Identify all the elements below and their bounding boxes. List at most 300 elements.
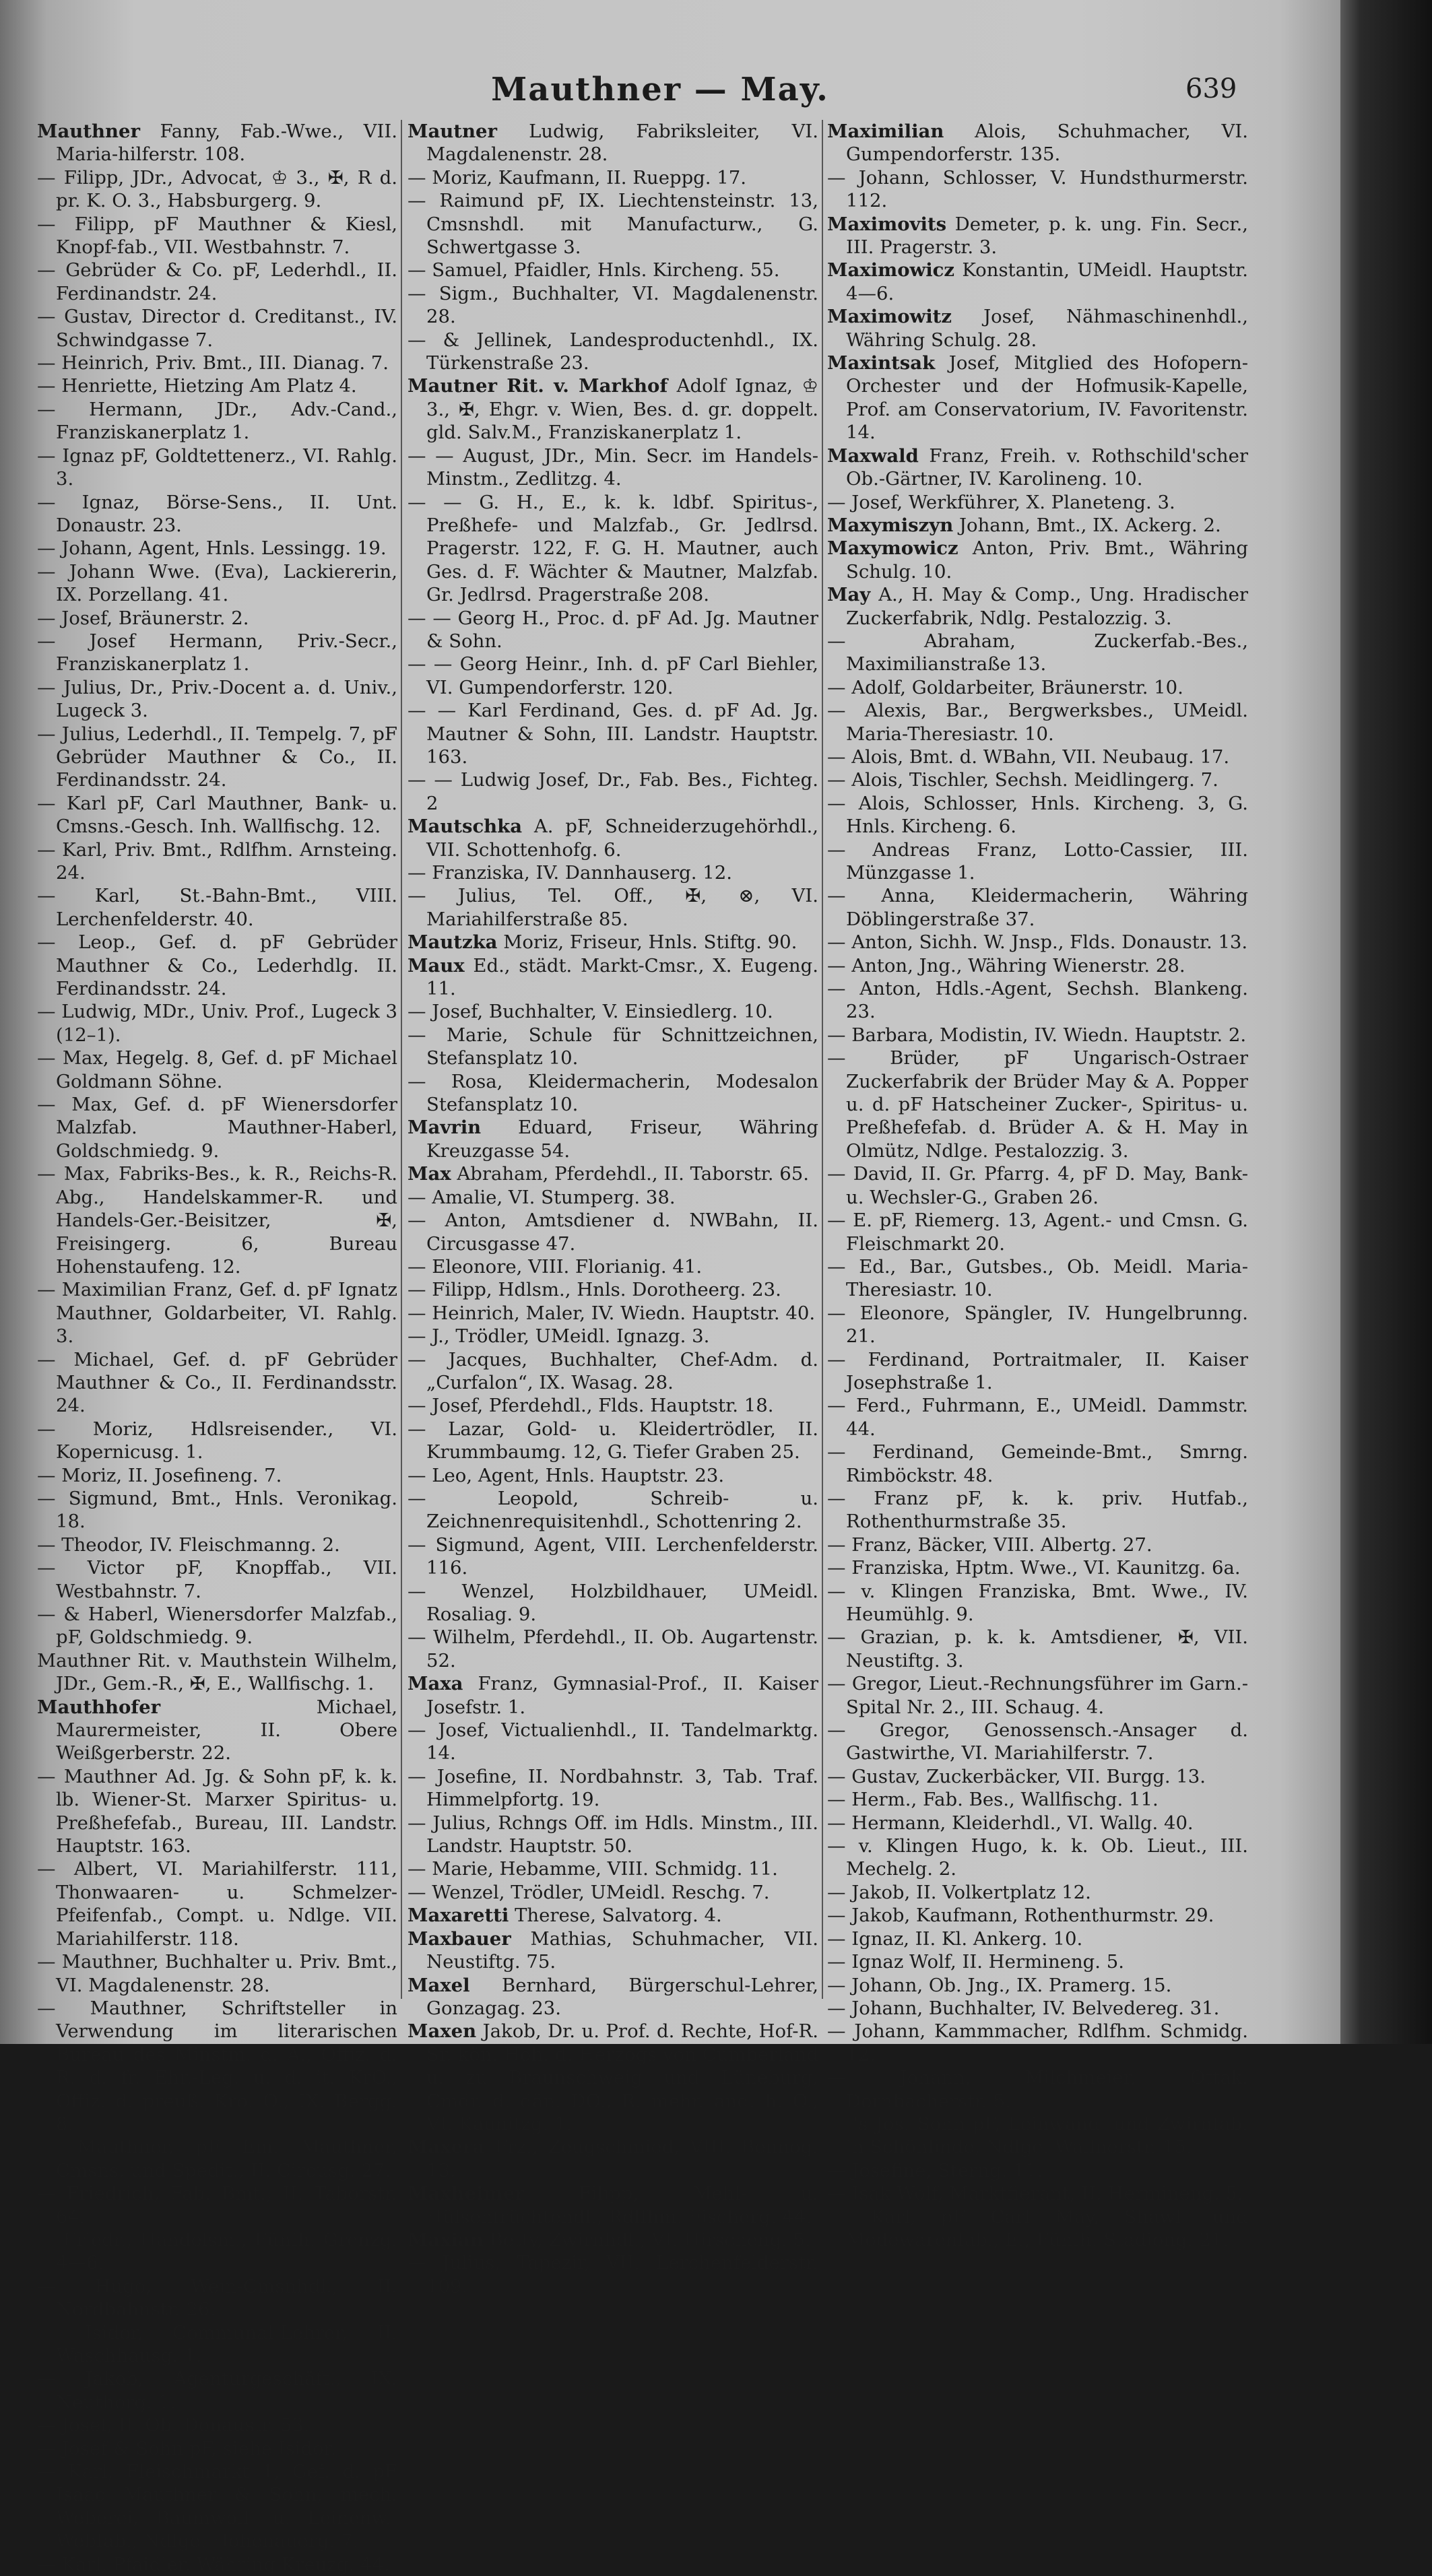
entry-text: Josef, Nähmaschinenhdl., Währing Schulg. 28. [846,306,1248,351]
entry-text: — Josef, Pferdehdl., Flds. Hauptstr. 18. [408,1395,774,1417]
directory-entry [827,259,1248,305]
directory-entry [408,120,818,166]
directory-entry [408,2182,818,2228]
entry-text: Therese, Salvatorg. 4. [515,1905,722,1927]
directory-entry [37,1418,397,1464]
directory-entry [37,305,397,352]
entry-text: — Heinrich, Priv. Bmt., III. Dianag. 7. [37,352,389,374]
entry-text: — Isak Wolf, Marktfierant, II. Hermineng. 5. [827,2183,1243,2205]
directory-entry [37,374,397,397]
entry-surname: Maxel [408,1974,470,1996]
directory-entry [408,1927,818,1974]
entry-text: — Johann, Buchhalter, IV. Belvedereg. 31. [827,1997,1220,2019]
entry-surname: Maxbauer [408,1927,511,1950]
entry-text: Abraham, Pferdehdl., II. Taborstr. 65. [457,1163,810,1185]
directory-entry [827,676,1248,699]
entry-text: Josef, Mitglied des Hofopern-Orchester und der Hofmusik-Kapelle, Prof. am Conservatorium, IV. Favoritenstr. 14. [846,352,1248,444]
entry-surname: Mavrin [408,1117,482,1139]
directory-entry [408,1904,818,1927]
directory-entry [37,352,397,374]
directory-entry [827,1927,1248,1950]
directory-entry [827,213,1248,259]
entry-text: — Lazar, Gold- u. Kleidertrödler, II. Krummbaumg. 12, G. Tiefer Graben 25. [408,1418,818,1463]
entry-text: — Anton, Jng., Währing Wienerstr. 28. [827,954,1185,977]
directory-entry [37,723,397,792]
directory-entry [827,884,1248,931]
entry-surname: Maxa [408,1673,463,1695]
directory-entry [827,166,1248,213]
entry-text: — Julius, Rchngs Off. im Hdls. Minstm., III. Landstr. Hauptstr. 50. [408,1812,818,1857]
entry-text: — Rosa, Kleidermacherin, Modesalon Stefansplatz 10. [408,1070,818,1116]
entry-text: — Filipp, Hdlsm., Hnls. Dorotheerg. 23. [408,1279,781,1301]
directory-entry [827,1162,1248,1209]
entry-text: A., H. May & Comp., Ung. Hradischer Zuckerfabrik, Ndlg. Pestalozzig. 3. [846,584,1248,629]
entry-text: — Josefine, Sterng. 11. [827,2159,1043,2181]
entry-text: — Johann Wwe. (Eva), Lackiererin, IX. Porzellang. 41. [37,560,397,606]
directory-entry [37,1950,397,1997]
entry-text: — Raimund pF, IX. Liechtensteinstr. 13, Cmsnshdl. mit Manufacturw., G. Schwertgasse 3. [408,190,818,259]
entry-text: Betty, Zwirnhdl., VI. Hirscheng. 5. [489,2228,811,2251]
entry-text: — Hugo, Wein-Cmsnhdl., II. Nordbahnstr. 26. [37,2275,397,2321]
entry-text: — Julius, Lederhdl., II. Tempelg. 7, pF Gebrüder Mauthner & Co., II. Ferdinandsstr. 24. [37,723,397,791]
entry-text: — Leopold, Schreib- u. Zeichnenrequisitenhdl., Schottenring 2. [408,1487,818,1533]
entry-text: — Julius, Tapezir, VII. Lerchenfelderstr. 109. [408,2252,818,2297]
entry-text: — Anton, Hdls.-Agent, Sechsh. Blankeng. 23. [827,978,1248,1023]
directory-entry [827,1974,1248,1997]
directory-entry [37,1696,397,1765]
entry-text: — Josef, II. Ob. Donaustr. 53. [37,2414,310,2437]
directory-entry [408,444,818,491]
entry-text: — Mauthner, pF Em. Mauthner, Cmsns. und Spedit., II. Circusg. 27. [37,2136,397,2181]
entry-text: — Eleonore, Spängler, IV. Hungelbrunng. 21. [827,1302,1248,1348]
directory-entry [37,792,397,838]
directory-entry [37,1464,397,1487]
directory-entry [408,1070,818,1117]
directory-entry [408,1116,818,1162]
entry-surname: Mautner Rit. v. Markhof [408,375,668,397]
directory-entry [827,838,1248,885]
directory-entry [827,630,1248,676]
entry-text: — Ed., Bar., Gutsbes., Ob. Meidl. Maria-Theresiastr. 10. [827,1255,1248,1301]
entry-text: — Franziska, IV. Dannhauserg. 12. [408,862,732,884]
directory-entry [827,1209,1248,1255]
entry-text: A. pF, Schneiderzugehörhdl., VII. Schottenhofg. 6. [426,816,818,861]
directory-entry [408,1255,818,1278]
directory-entry [37,560,397,607]
entry-text: — — Georg Heinr., Inh. d. pF Carl Biehler, VI. Gumpendorferstr. 120. [408,653,818,698]
entry-text: — 's Jos. Sohn pF, Leinwand- und Zwirnfab. in Schönlinde, Ndlge. Wallnerstr. 15. [827,2113,1248,2158]
directory-entry [408,1162,818,1185]
entry-text: — Franziska, Hptm. Wwe., VI. Kaunitzg. 6a. [827,1557,1241,1579]
directory-entry [827,1348,1248,1395]
directory-entry [408,1812,818,1858]
directory-entry [37,1162,397,1278]
directory-entry [827,746,1248,768]
entry-text: — Filipp, pF Mauthner & Kiesl, Knopf-fab., VII. Westbahnstr. 7. [37,213,397,259]
entry-text: — Julius, Dr., Priv.-Docent a. d. Univ., Lugeck 3. [37,676,397,722]
directory-entry [827,1626,1248,1672]
directory-entry [37,2414,397,2437]
entry-text: — Josef, Bräunerstr. 2. [37,607,249,629]
directory-entry [408,699,818,768]
directory-entry [408,1024,818,1070]
entry-surname: Maxera [408,2136,485,2158]
entry-text: — Anton, Sichh. W. Jnsp., Flds. Donaustr. 13. [827,931,1248,954]
entry-text: — Friedr., Handelsm., Fünfh. Grenzg. 4—6. [37,2228,397,2274]
directory-entry [37,2437,397,2460]
entry-text: — Karl, pF Carl May, Shawl- und Modewarenfab., E., Fünfh. Stadiong. 21. [827,2206,1248,2251]
directory-entry [827,2206,1248,2252]
directory-entry [408,1857,818,1880]
entry-text: — Wilhelm, Pferdehdl., II. Ob. Augartenstr. 52. [408,1626,818,1672]
entry-text: Johann, Bmt., IX. Ackerg. 2. [959,514,1221,536]
entry-text: — Filipp, JDr., Advocat, ♔ 3., ✠, R d. pr. K. O. 3., Habsburgerg. 9. [37,166,397,212]
entry-text: — v. Klingen Hugo, k. k. Ob. Lieut., III. Mechelg. 2. [827,1835,1248,1880]
entry-surname: Maxen [408,2020,477,2043]
entry-text: — Mauthner, Buchhalter u. Priv. Bmt., VI. Magdalenenstr. 28. [37,1951,397,1996]
directory-entry [408,653,818,699]
entry-text: — Jacques, Buchhalter, Chef-Adm. d. „Curfalon“, IX. Wasag. 28. [408,1348,818,1393]
directory-entry [827,1556,1248,1579]
directory-entry [408,1719,818,1765]
entry-text: — — Ludwig Josef, Dr., Fab. Bes., Fichteg. 2 [408,769,818,814]
directory-entry [827,120,1248,166]
entry-text: — Max, Fabriks-Bes., k. R., Reichs-R. Abg., Handelskammer-R. und Handels-Ger.-Beisitzer, ✠, Freisingerg. 6, Bureau Hohenstaufeng. 12. [37,1163,397,1278]
entry-text: — Anton, Amtsdiener d. NWBahn, II. Circusgasse 47. [408,1210,818,1255]
entry-text: — — Karl Ferdinand, Ges. d. pF Ad. Jg. Mautner & Sohn, III. Landstr. Hauptstr. 163. [408,700,818,768]
entry-text: — Heinrich, Maler, IV. Wiedn. Hauptstr. 40. [408,1302,816,1324]
entry-surname: Maximowitz [827,306,952,328]
entry-text: — Josef, Victualienhdl., II. Tandelmarktg. 14. [408,1719,818,1764]
entry-text: — Jakob, Agenturgeschäft., IX. Neuthorg. 1. [37,2368,397,2413]
entry-text: Mauthner Rit. v. Mauthstein Wilhelm, JDr., Gem.-R., ✠, E., Wallfischg. 1. [37,1649,397,1695]
directory-entry [37,1000,397,1047]
entry-text: Frz., Zeugschmied, VIII. Bennog. 13. [426,2136,818,2181]
directory-column-3 [827,120,1248,2251]
entry-text: — David, II. Gr. Pfarrg. 4, pF D. May, Bank- u. Wechsler-G., Graben 26. [827,1163,1248,1208]
directory-entry [827,977,1248,1024]
entry-text: Bernhard, Bürgerschul-Lehrer, Gonzagag. 23. [426,1974,818,2019]
entry-text: — Moriz, II. Josefineng. 7. [37,1464,282,1486]
directory-entry [408,2228,818,2251]
entry-text: — Michael, Gef. d. pF Gebrüder Mauthner & Co., II. Ferdinandsstr. 24. [37,1348,397,1417]
entry-text: — Karl pF, Carl Mauthner, Bank- u. Cmsns.-Gesch. Inh. Wallfischg. 12. [37,792,397,838]
directory-entry [827,1904,1248,1927]
directory-entry [827,1765,1248,1788]
directory-entry [408,1626,818,1672]
entry-text: — Johann, Milchmeier, Ottak. Dornbacherstr. 5. [827,2067,1248,2112]
directory-entry [827,444,1248,491]
entry-text: — Anna, Kleidermacherin, Währing Döblingerstraße 37. [827,885,1248,930]
entry-text: — & Haberl, Wienersdorfer Malzfab., pF, Goldschmiedg. 9. [37,1604,397,1649]
directory-entry [37,1997,397,2136]
entry-text: — Barbara, Modistin, IV. Wiedn. Hauptstr. 2. [827,1024,1247,1046]
entry-text: Jakob, Dr. u. Prof. d. Rechte, Hof-R. Sr. kön. Hoh. d. Herzogs von Cumberland u. zu Braunschweig und Lüneburg, Cmdr. d. dän. DO., R. mehr. and. h. O., VI. Kaunitzg. 1. [426,2020,818,2135]
directory-entry [827,1719,1248,1765]
directory-entry [827,699,1248,746]
directory-entry [827,1533,1248,1556]
directory-entry [408,1881,818,1904]
entry-text: — Sigm., Buchhalter, VI. Magdalenenstr. 28. [408,282,818,328]
entry-text: — Karl, St.-Bahn-Bmt., VIII. Lerchenfelderstr. 40. [37,885,397,930]
entry-text: — Franz pF, k. k. priv. Hutfab., Rothenthurmstraße 35. [827,1487,1248,1533]
entry-text: Ed., städt. Markt-Cmsr., X. Eugeng. 11. [426,954,818,1000]
directory-entry [408,329,818,375]
directory-entry [37,491,397,537]
entry-surname: Maxymiszyn [827,514,954,536]
entry-text: — Gebrüder & Co. pF, Lederhdl., II. Ferdinandstr. 24. [37,259,397,304]
entry-text: — Wenzel, Trödler, UMeidl. Reschg. 7. [408,1881,770,1903]
entry-surname: May [827,584,871,606]
entry-text: — Julius, Tel. Off., ✠, ⊗, VI. Mariahilferstraße 85. [408,885,818,930]
entry-text: — Johann, Kammmacher, Rdlfhm. Schmidg. 12. [827,2020,1248,2066]
entry-text: — Alexis, Bar., Bergwerksbes., UMeidl. Maria-Theresiastr. 10. [827,700,1248,745]
entry-surname: Maxian [408,2228,484,2251]
entry-text: — Henriette, Hietzing Am Platz 4. [37,375,357,397]
entry-text: — Abraham, Zuckerfab.-Bes., Maximilianstraße 13. [827,630,1248,675]
directory-entry [408,931,818,954]
directory-entry [408,2020,818,2136]
entry-text: — Alois, Bmt. d. WBahn, VII. Neubaug. 17. [827,746,1230,768]
directory-entry [408,1672,818,1719]
directory-entry [827,1394,1248,1441]
directory-column-1 [37,120,398,2575]
directory-entry [408,607,818,653]
entry-text: — Hermann, Kleiderhdl., VI. Wallg. 40. [827,1812,1194,1834]
entry-text: Mathias, Schuhmacher, VII. Neustiftg. 75. [426,1927,818,1973]
entry-text: — E. pF, Riemerg. 13, Agent.- und Cmsn. G. Fleischmarkt 20. [827,1210,1248,1255]
entry-text: — Maximilian Franz, Gef. d. pF Ignatz Mauthner, Goldarbeiter, VI. Rahlg. 3. [37,1279,397,1348]
entry-text: — Johann, Agent, Hnls. Lessingg. 19. [37,537,387,560]
directory-entry [827,514,1248,537]
directory-entry [37,537,397,560]
directory-entry [408,1325,818,1348]
directory-entry [827,305,1248,352]
entry-text: — Adolf, Goldarbeiter, Bräunerstr. 10. [827,676,1183,698]
directory-entry [408,1580,818,1626]
entry-text: — Gregor, Lieut.-Rechnungsführer im Garn.-Spital Nr. 2., III. Schaug. 4. [827,1673,1248,1718]
directory-entry [827,1672,1248,1719]
directory-entry [827,1950,1248,1973]
directory-entry [37,2553,397,2576]
directory-entry [37,2136,397,2182]
entry-text: Fanny, Fab.-Wwe., VII. Maria-hilferstr. 108. [56,121,397,166]
directory-entry [827,792,1248,838]
directory-entry [37,1533,397,1556]
entry-text: — Eleonore, VIII. Florianig. 41. [408,1255,703,1278]
directory-entry [408,1000,818,1023]
directory-entry [37,884,397,931]
directory-entry [37,444,397,491]
directory-entry [408,166,818,189]
directory-entry [37,2321,397,2368]
directory-entry [827,2182,1248,2205]
page-number: 639 [1185,73,1237,104]
entry-surname: Maxwald [827,444,919,467]
entry-text: — Ignaz Wolf, II. Hermineng. 5. [827,1951,1124,1973]
directory-entry [37,2460,397,2553]
entry-text: — Amalie, VI. Stumperg. 38. [408,1186,676,1208]
entry-text: Konstantin, UMeidl. Hauptstr. 4—6. [846,259,1248,304]
entry-text: — Max, Gef. d. pF Wienersdorfer Malzfab. Mauthner-Haberl, Goldschmiedg. 9. [37,1094,397,1162]
directory-column-2 [408,120,818,2297]
entry-surname: Maximilian [827,121,944,142]
entry-surname: Max [408,1163,451,1185]
directory-entry [408,2136,818,2182]
directory-entry [37,676,397,723]
directory-entry [37,1603,397,1649]
directory-entry [827,2066,1248,2113]
entry-surname: Mauthner [37,121,140,142]
directory-entry [827,1255,1248,1302]
entry-text: — Ferdinand, Gemeinde-Bmt., Smrng. Rimböckstr. 48. [827,1441,1248,1486]
entry-text: — Ignaz, Börse-Sens., II. Unt. Donaustr. 23. [37,491,397,536]
directory-entry [408,282,818,329]
directory-entry [37,2182,397,2228]
entry-text: — Alois, Tischler, Sechsh. Meidlingerg. 7. [827,769,1218,791]
entry-text: — Karl, Pfaidler, Währing Kreuzg. 44. [37,2553,390,2575]
directory-entry [37,1556,397,1603]
directory-entry [408,1302,818,1325]
directory-entry [827,352,1248,444]
directory-entry [37,2275,397,2321]
entry-text: — Josefine, II. Nordbahnstr. 3, Tab. Traf. Himmelpfortg. 19. [408,1765,818,1811]
entry-text: — Andreas Franz, Lotto-Cassier, III. Münzgasse 1. [827,838,1248,884]
entry-text: — Wenzel, Holzbildhauer, UMeidl. Rosaliag. 9. [408,1580,818,1625]
directory-entry [408,2251,818,2298]
column-divider [401,120,402,1999]
entry-surname: Maxintsak [827,352,936,374]
directory-entry [408,884,818,931]
entry-text: Alois, Schuhmacher, VI. Gumpendorferstr. 135. [846,121,1248,166]
entry-text: — J., Trödler, UMeidl. Ignazg. 3. [408,1325,710,1348]
directory-entry [37,1093,397,1162]
entry-text: — & Jellinek, Landesproductenhdl., IX. Türkenstraße 23. [408,329,818,374]
entry-text: Franz, Gymnasial-Prof., II. Kaiser Josefstr. 1. [426,1673,818,1718]
directory-entry [408,189,818,259]
entry-text: — Friedrich, Fab. Bmt., II. Taborstr. 64. [37,2183,397,2228]
entry-text: — Franz, Bäcker, VIII. Albertg. 27. [827,1533,1152,1556]
entry-surname: Mautzka [408,931,498,954]
directory-entry [408,1186,818,1209]
entry-text: — Victor pF, Knopffab., VII. Westbahnstr. 7. [37,1557,397,1602]
directory-entry [37,1649,397,1696]
entry-surname: Maux [408,954,465,977]
directory-entry [408,1278,818,1301]
entry-surname: Mautschka [408,816,523,838]
entry-text: — Gregor, Genossensch.-Ansager d. Gastwirthe, VI. Mariahilferstr. 7. [827,1719,1248,1764]
directory-entry [37,166,397,213]
entry-text: — Hermann, JDr., Adv.-Cand., Franziskanerplatz 1. [37,398,397,444]
entry-surname: Mauthhofer [37,1696,161,1718]
directory-entry [37,1857,397,1950]
directory-entry [827,1024,1248,1047]
directory-entry [37,607,397,630]
entry-text: — Sigmund, Bmt., Hnls. Veronikag. 18. [37,1487,397,1533]
entry-text: Eduard, Friseur, Währing Kreuzgasse 54. [426,1117,818,1162]
entry-text: — Herm., Fab. Bes., Wallfischg. 11. [827,1789,1159,1811]
entry-surname: Maximovits [827,213,947,235]
directory-entry [408,954,818,1001]
entry-text: — Mauthner Ad. Jg. & Sohn pF, k. k. lb. Wiener-St. Marxer Spiritus- u. Preßhefefab., Bureau, III. Landstr. Hauptstr. 163. [37,1765,397,1857]
directory-entry [408,1348,818,1395]
entry-text: — Johann, Ob. Jng., IX. Pramerg. 15. [827,1974,1172,1996]
entry-text: Anton, Priv. Bmt., Währing Schulg. 10. [846,537,1248,583]
directory-entry [827,2159,1248,2182]
entry-text: — Marie, Schule für Schnittzeichnen, Stefansplatz 10. [408,1024,818,1069]
directory-entry [827,537,1248,583]
directory-entry [827,1487,1248,1533]
entry-surname: Maxymowicz [827,537,958,560]
directory-entry [408,1394,818,1417]
directory-entry [408,861,818,884]
directory-entry [827,1580,1248,1626]
entry-text: — Josef & Sohn pF, siehe Isidor. [37,2437,337,2459]
entry-text: — Gustav, Zuckerbäcker, VII. Burgg. 13. [827,1765,1206,1787]
entry-text: — Mauthner, Schriftsteller in Verwendung im literarischen Bureau des Minstm. d. A., Offiz. d. R. d. fr. Ehr.-Leg. u. d. it. KrO., Offiz. d. preuß. Kro. O., IX. Bergg. 8. [37,1997,397,2135]
entry-text: — v. Klingen Franziska, Bmt. Wwe., IV. Heumühlg. 9. [827,1580,1248,1625]
directory-entry [827,1997,1248,2020]
entry-surname: Mautner [408,121,497,142]
directory-entry [408,1487,818,1533]
directory-entry [408,1209,818,1255]
directory-entry [827,1812,1248,1835]
page-header [0,71,1340,111]
directory-entry [408,1765,818,1812]
directory-entry [827,1788,1248,1811]
directory-entry [37,1765,397,1858]
entry-text: — — August, JDr., Min. Secr. im Handels-Minstm., Zedlitzg. 4. [408,444,818,490]
entry-text: — Max, Hegelg. 8, Gef. d. pF Michael Goldmann Söhne. [37,1047,397,1092]
entry-surname: Maxheimer [408,2183,525,2205]
column-divider [822,120,823,1999]
directory-entry [37,1487,397,1533]
entry-text: Ludwig, Fabriksleiter, VI. Magdalenenstr. 28. [426,121,818,166]
entry-text: — Leop., Gef. d. pF Gebrüder Mauthner & Co., Lederhdlg. II. Ferdinandsstr. 24. [37,931,397,1000]
directory-entry [408,1464,818,1487]
directory-entry [827,2113,1248,2159]
directory-entry [408,1974,818,2020]
entry-text: — Theodor, IV. Fleischmanng. 2. [37,1533,340,1556]
entry-text: — Leo, Agent, Hnls. Hauptstr. 23. [408,1464,725,1486]
directory-entry [37,1047,397,1093]
entry-text: — Josef, Werkführer, X. Planeteng. 3. [827,491,1175,513]
entry-text: — Alois, Schlosser, Hnls. Kircheng. 3, G. Hnls. Kircheng. 6. [827,792,1248,838]
entry-text: Michael, Maurermeister, II. Obere Weißgerberstr. 22. [56,1696,397,1764]
entry-text: — Isidor, Communal-Lehrer, II. Waschhausg. 1. [37,2321,397,2367]
entry-text: — Josef Hermann, Priv.-Secr., Franziskanerplatz 1. [37,630,397,675]
entry-text: — Grazian, p. k. k. Amtsdiener, ✠, VII. Neustiftg. 3. [827,1626,1248,1672]
entry-text: Moriz, Friseur, Hnls. Stiftg. 90. [503,931,798,954]
directory-entry [408,815,818,861]
directory-entry [827,1047,1248,1162]
entry-text: Franz, Freih. v. Rothschild'scher Ob.-Gärtner, IV. Karolineng. 10. [846,444,1248,490]
entry-text: — Marie, Hebamme, VIII. Schmidg. 11. [408,1858,778,1880]
entry-text: — Brüder, pF Ungarisch-Ostraer Zuckerfabrik der Brüder May & A. Popper u. d. pF Hatscheiner Zucker-, Spiritus- u. Preßhefefab. d. Brüder A. & H. May in Olmütz, Ndlge. Pestalozzig. 3. [827,1047,1248,1162]
directory-entry [827,2020,1248,2066]
directory-entry [408,1533,818,1580]
directory-entry [37,1278,397,1348]
directory-entry [408,491,818,607]
directory-entry [827,491,1248,514]
entry-text: — Samuel, Pfaidler, Hnls. Kircheng. 55. [408,259,780,282]
entry-text: — Sigmund, Agent, VIII. Lerchenfelderstr. 116. [408,1533,818,1579]
entry-text: — Moriz, Hdlsreisender., VI. Kopernicusg. 1. [37,1418,397,1463]
directory-entry [37,120,397,166]
entry-text: — — Georg H., Proc. d. pF Ad. Jg. Mautner & Sohn. [408,607,818,652]
directory-entry [827,768,1248,791]
directory-entry [408,1418,818,1464]
